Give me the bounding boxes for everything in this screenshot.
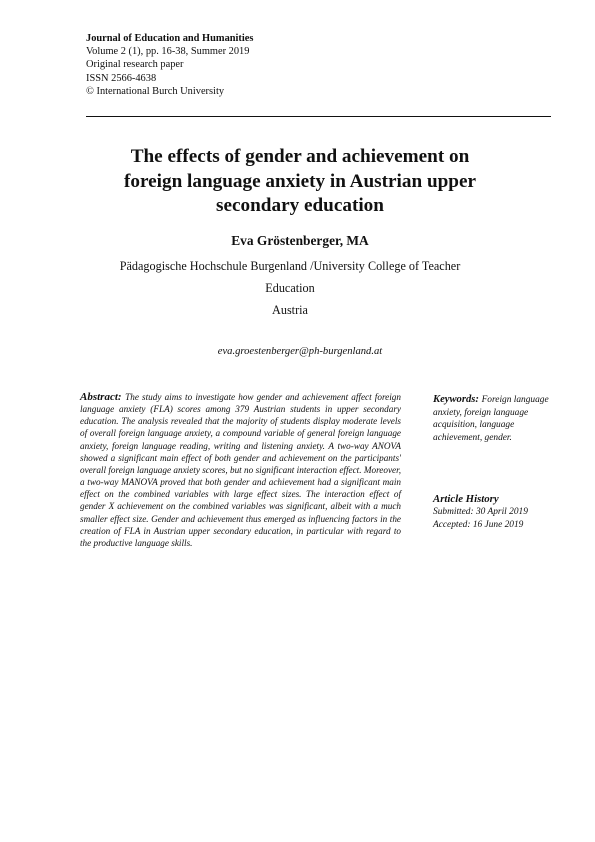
journal-name: Journal of Education and Humanities — [86, 33, 254, 44]
title-line: The effects of gender and achievement on — [130, 146, 470, 167]
title-line: foreign language anxiety in Austrian upper — [124, 170, 476, 192]
copyright: © International Burch University — [86, 85, 225, 97]
keywords — [433, 394, 561, 444]
keywords-text: Foreign language anxiety, foreign language acquisition, language achievement, gender. — [433, 395, 549, 443]
keywords-label: Keywords: — [433, 394, 482, 405]
affiliation — [90, 255, 490, 321]
author-email[interactable]: eva.groestenberger@ph-burgenland.at — [217, 346, 383, 357]
paper-type: Original research paper — [86, 59, 184, 71]
title-line: secondary education — [216, 195, 384, 217]
affiliation-line: Education — [265, 281, 315, 295]
submitted-date: Submitted: 30 April 2019 — [433, 507, 528, 517]
affiliation-line: Austria — [272, 303, 308, 317]
history-label: Article History — [433, 493, 499, 505]
article-history — [433, 492, 561, 531]
affiliation-line: Pädagogische Hochschule Burgenland /University College of Teacher — [119, 259, 461, 273]
abstract — [80, 391, 401, 549]
accepted-date: Accepted: 16 June 2019 — [433, 519, 524, 530]
abstract-text: The study aims to investigate how gender and achievement affect foreign language anxiety (FLA) scores among 379 Austrian students in upper secondary education. The analysis revealed that the majority of students display moderate levels of overall foreign language anxiety, a compound variable of general foreign language anxiety, foreign language reading, writing and listening anxiety. A two-way ANOVA showed a significant main effect of both gender and achievement on the participants' overall foreign language anxiety scores, but no significant interaction effect. Moreover, a two-way MANOVA proved that both gender and achievement had a significant main effect on the combined variables with large effect sizes. The interaction effect of gender X achievement on the combined variables was significant, albeit with a much smaller effect size. Gender and achievement thus emerged as influencing factors in the creation of FLA in Austrian upper secondary education, in particular with regard to the productive language skills. — [80, 392, 401, 548]
article-title — [80, 145, 520, 219]
abstract-label: Abstract: — [80, 391, 126, 403]
volume-info: Volume 2 (1), pp. 16-38, Summer 2019 — [86, 46, 250, 58]
author-name: Eva Gröstenberger, MA — [231, 233, 369, 248]
issn: ISSN 2566-4638 — [86, 72, 157, 84]
journal-header — [86, 32, 253, 98]
header-divider — [86, 116, 551, 117]
